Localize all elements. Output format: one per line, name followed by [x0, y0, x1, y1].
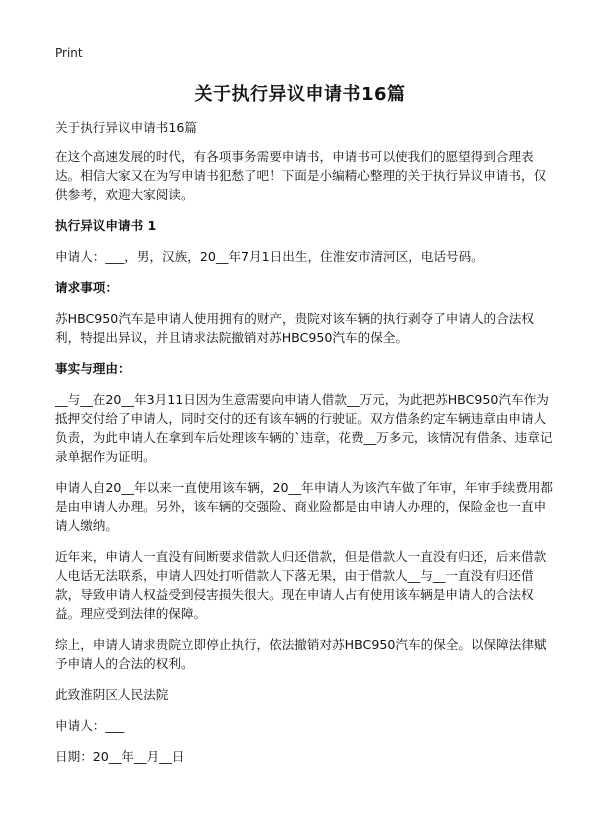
- document-body: [55, 118, 555, 778]
- applicant-line: 申请人：___，男，汉族，20__年7月1日出生，住淮安市清河区，电话号码。: [55, 249, 484, 264]
- facts-paragraph: 近年来，申请人一直没有间断要求借款人归还借款，但是借款人一直没有归还，后来借款人电话无法联系，申请人四处打听借款人下落无果，由于借款人__与__一直没有归还借款，导致申请人权益受到侵害损失很大。现在申请人占有使用该车辆是申请人的合法权益。理应受到法律的保障。: [55, 549, 547, 621]
- request-text: 苏HBC950汽车是申请人使用拥有的财产，贵院对该车辆的执行剥夺了申请人的合法权利，特提出异议，并且请求法院撤销对苏HBC950汽车的保全。: [55, 311, 534, 345]
- request-heading: 请求事项：: [55, 280, 118, 295]
- facts-paragraph: 申请人自20__年以来一直使用该车辆，20__年申请人为该汽车做了年审，年审手续费用都是由申请人办理。另外，该车辆的交强险、商业险都是由申请人办理的，保险金也一直申请人缴纳。: [55, 480, 554, 533]
- document-subtitle: 关于执行异议申请书16篇: [55, 120, 197, 135]
- signature-line: 申请人：___: [55, 718, 125, 733]
- intro-paragraph: 在这个高速发展的时代，有各项事务需要申请书，申请书可以使我们的愿望得到合理表达。相信大家又在为写申请书犯愁了吧！下面是小编精心整理的关于执行异议申请书，仅供参考，欢迎大家阅读。: [55, 149, 547, 202]
- facts-paragraph: __与__在20__年3月11日因为生意需要向申请人借款__万元，为此把苏HBC950汽车作为抵押交付给了申请人，同时交付的还有该车辆的行驶证。双方借条约定车辆违章由申请人负责，为此申请人在拿到车后处理该车辆的`违章，花费__万多元，该情况有借条、违章记录单据作为证明。: [55, 392, 553, 464]
- page-title: 关于执行异议申请书16篇: [194, 84, 406, 105]
- facts-paragraph: 综上，申请人请求贵院立即停止执行，依法撤销对苏HBC950汽车的保全。以保障法律赋予申请人的合法的权利。: [55, 637, 547, 671]
- closing-line: 此致淮阴区人民法院: [55, 687, 169, 702]
- print-label: Print: [55, 46, 83, 60]
- section-heading: 执行异议申请书 1: [55, 218, 157, 233]
- facts-heading: 事实与理由：: [55, 361, 131, 376]
- date-line: 日期：20__年__月__日: [55, 749, 185, 764]
